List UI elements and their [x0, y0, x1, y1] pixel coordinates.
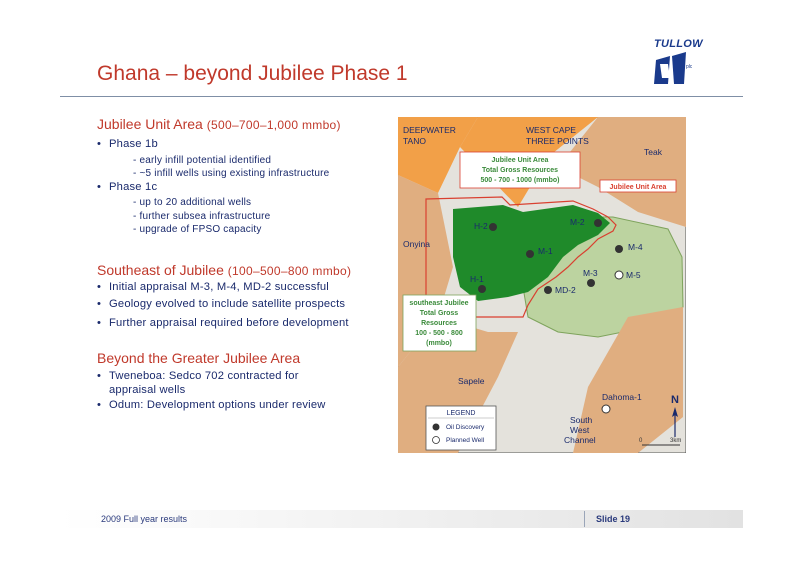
section-heading-jubilee: [97, 116, 341, 132]
tullow-logo: [640, 38, 692, 90]
sub-item: - ~5 infill wells using existing infrastructure: [133, 168, 330, 179]
map-label: South: [570, 415, 593, 425]
well-label: H-2: [474, 221, 488, 231]
bullet-item: • Odum: Development options under review: [97, 399, 326, 411]
section-range: (100–500–800 mmbo): [227, 264, 352, 278]
section-heading-beyond: [97, 350, 300, 366]
scale-label: 3km: [670, 438, 682, 444]
well-label: Dahoma-1: [602, 392, 642, 402]
map-label: Sapele: [458, 376, 485, 386]
callout-line: Total Gross: [419, 310, 459, 317]
planned-well-icon: [433, 437, 440, 444]
sub-item: - up to 20 additional wells: [133, 197, 252, 208]
section-title: Beyond the Greater Jubilee Area: [97, 350, 301, 366]
page-title: Ghana – beyond Jubilee Phase 1: [97, 62, 408, 85]
sub-item: - early infill potential identified: [133, 155, 272, 166]
legend-item: Planned Well: [446, 437, 485, 444]
well-label: M-5: [626, 270, 641, 280]
section-range: (500–700–1,000 mmbo): [206, 118, 341, 132]
callout-line: 500 - 700 - 1000 (mmbo): [480, 177, 560, 184]
bullet-item: • Initial appraisal M-3, M-4, MD-2 successful: [97, 281, 329, 293]
callout-line: Total Gross Resources: [481, 167, 559, 174]
map-label: Channel: [564, 435, 596, 445]
footer-caption: 2009 Full year results: [101, 514, 188, 524]
section-title: Jubilee Unit Area: [97, 116, 203, 132]
slide-number: Slide 19: [596, 514, 631, 524]
licence-map: [398, 117, 686, 453]
legend-title: LEGEND: [446, 410, 476, 417]
map-label: Teak: [644, 147, 662, 157]
map-label: THREE POINTS: [526, 136, 589, 146]
brand-mark: plc: [686, 64, 692, 70]
footer-divider: [584, 511, 585, 527]
bullet-item: • Tweneboa: Sedco 702 contracted for: [97, 370, 299, 382]
north-label: N: [671, 394, 679, 406]
oil-discovery-icon: [433, 424, 440, 431]
map-label: TANO: [403, 136, 426, 146]
legend-item: Oil Discovery: [446, 424, 485, 431]
section-heading-southeast: [97, 262, 351, 278]
well-label: M-4: [628, 242, 643, 252]
bullet-item: • Further appraisal required before development: [97, 317, 349, 329]
callout-line: southeast Jubilee: [409, 300, 469, 307]
sub-item: - upgrade of FPSO capacity: [133, 224, 262, 235]
title-divider: [60, 96, 743, 97]
well-label: H-1: [470, 274, 484, 284]
map-label: Onyina: [403, 239, 430, 249]
callout-line: 100 - 500 - 800: [415, 330, 463, 337]
sub-item: - further subsea infrastructure: [133, 211, 271, 222]
well-label: M-1: [538, 246, 553, 256]
scale-label: 0: [639, 438, 643, 444]
bullet-continuation: appraisal wells: [109, 384, 186, 396]
callout-line: Jubilee Unit Area: [491, 157, 549, 164]
well-label: M-2: [570, 217, 585, 227]
well-label: M-3: [583, 268, 598, 278]
map-label: DEEPWATER: [403, 125, 456, 135]
callout-line: Jubilee Unit Area: [609, 184, 667, 191]
brand-name: TULLOW: [654, 38, 703, 50]
well-label: MD-2: [555, 285, 576, 295]
bullet-item: • Geology evolved to include satellite prospects: [97, 298, 346, 310]
bullet-item: • Phase 1b: [97, 138, 158, 150]
section-title: Southeast of Jubilee: [97, 262, 224, 278]
callout-line: Resources: [421, 320, 457, 327]
map-label: WEST CAPE: [526, 125, 576, 135]
callout-line: (mmbo): [426, 340, 452, 347]
map-label: West: [570, 425, 590, 435]
bullet-item: • Phase 1c: [97, 181, 158, 193]
